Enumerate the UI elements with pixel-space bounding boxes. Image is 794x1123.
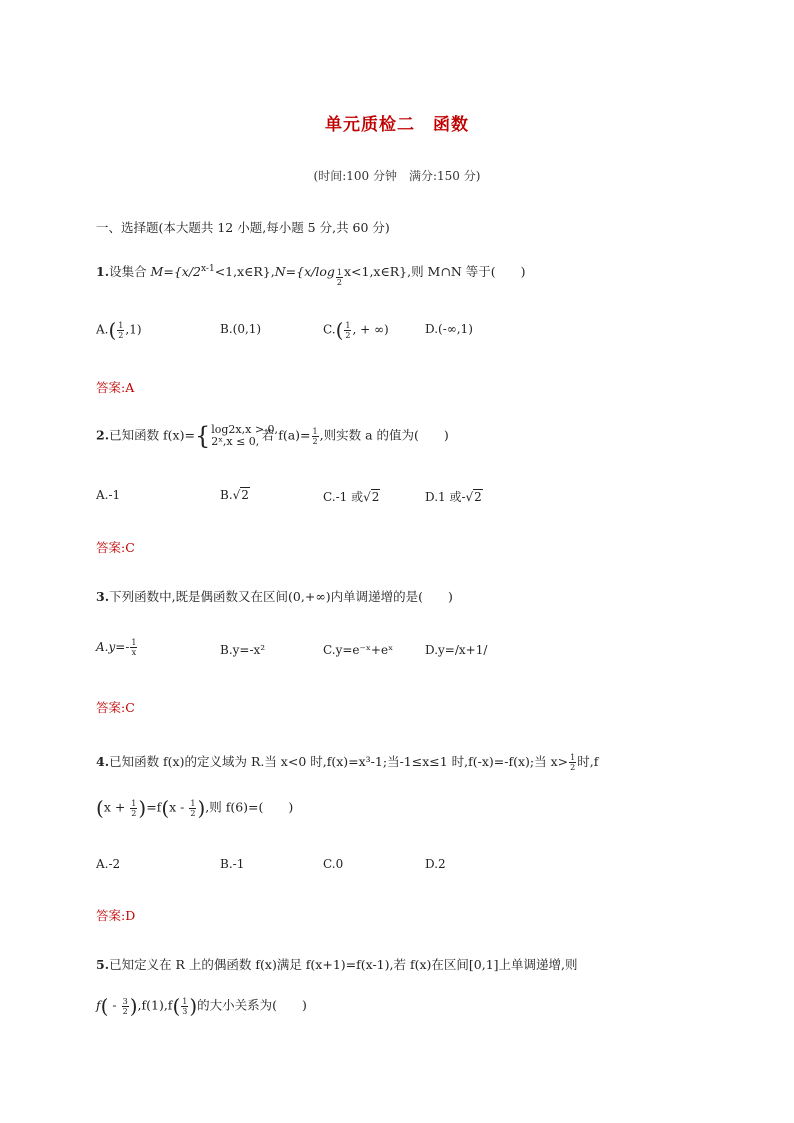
- q4-option-d: D.2: [425, 857, 446, 871]
- q2-option-d: D.1 或-√2: [425, 490, 482, 504]
- q2-option-c: C.-1 或√2: [323, 490, 380, 504]
- section-heading: 一、选择题(本大题共 12 小题,每小题 5 分,共 60 分): [96, 220, 390, 235]
- page-subtitle: (时间:100 分钟 满分:150 分): [313, 169, 481, 183]
- q3-option-d: D.y=/x+1/: [425, 643, 488, 657]
- q4-option-c: C.0: [323, 857, 344, 871]
- question-4: 4.已知函数 f(x)的定义域为 R.当 x<0 时,f(x)=x³-1;当-1≤x≤1 时,f(-x)=-f(x);当 x> $\frac{1}{2}$ 时,f: [96, 753, 599, 772]
- question-1: 1.设集合 $M=\{x/2^{x-1}<1,x\in R\},N=\{x/\log$ $_{\frac{1}{2}}$ x<1,x∈R},则 M∩N 等于( ): [96, 263, 526, 287]
- q1-option-a: A.( $\frac{1}{2}$ ,1): [96, 318, 142, 342]
- question-5-line-2: f( - $\frac{3}{2}$ ),f(1),f( $\frac{1}{3}$ )的大小关系为( ): [96, 994, 307, 1018]
- q3-option-a: A.y=- $\frac{1}{x}$: [96, 638, 137, 657]
- q3-option-c: C.y=e⁻ˣ+eˣ: [323, 643, 394, 657]
- q2-answer: 答案:C: [96, 540, 135, 555]
- question-3: 3.下列函数中,既是偶函数又在区间(0,+∞)内单调递增的是( ): [96, 589, 453, 604]
- q1-option-c: C.( $\frac{1}{2}$ , + ∞): [323, 318, 389, 342]
- page-title: 单元质检二 函数: [325, 115, 469, 135]
- q3-option-b: B.y=-x²: [220, 643, 266, 657]
- q1-option-b: B.(0,1): [220, 322, 262, 336]
- q2-option-a: A.-1: [96, 488, 121, 502]
- q4-answer: 答案:D: [96, 908, 136, 923]
- question-4-line-2: (x + $\frac{1}{2}$ )=f(x - $\frac{1}{2}$ ),则 f(6)=( ): [96, 796, 294, 820]
- q1-option-d: D.(-∞,1): [425, 322, 473, 336]
- piecewise-brace: { log2x,x > 0, 2ˣ,x ≤ 0,: [194, 422, 279, 450]
- q3-answer: 答案:C: [96, 700, 135, 715]
- q1-answer: 答案:A: [96, 380, 135, 395]
- q4-option-b: B.-1: [220, 857, 245, 871]
- q4-option-a: A.-2: [96, 857, 121, 871]
- question-5: 5.已知定义在 R 上的偶函数 f(x)满足 f(x+1)=f(x-1),若 f(x)在区间[0,1]上单调递增,则: [96, 957, 578, 972]
- q2-option-b: B.√2: [220, 488, 249, 502]
- question-2: 2.已知函数 f(x)= { log2x,x > 0, 2ˣ,x ≤ 0, 若 f(a)= $\frac{1}{2}$ ,则实数 a 的值为( ): [96, 422, 449, 450]
